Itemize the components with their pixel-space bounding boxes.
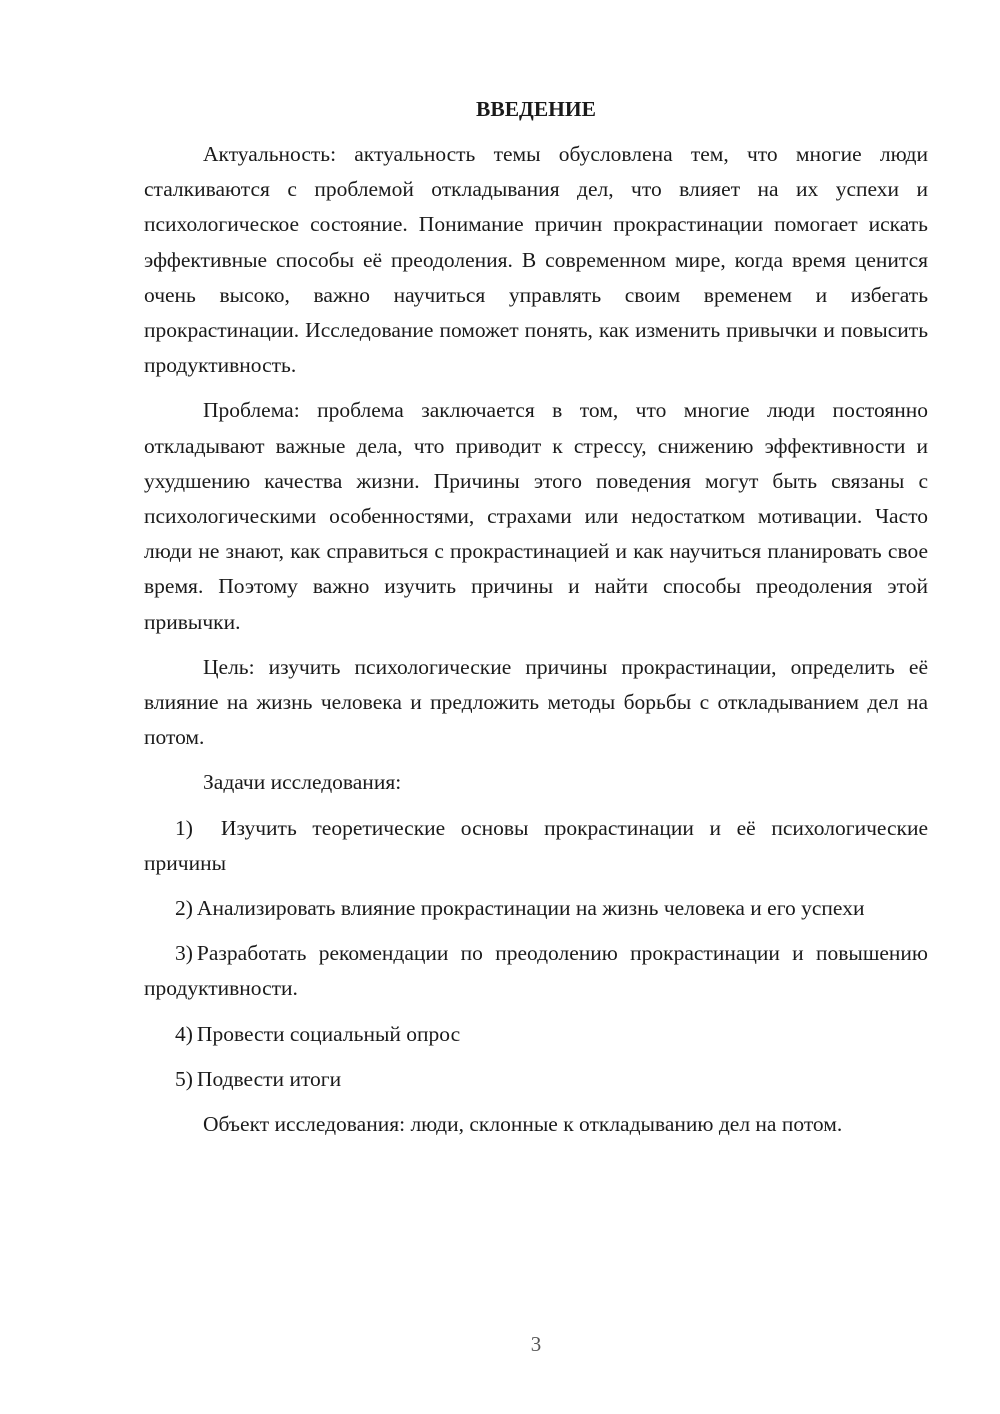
- object-paragraph: Объект исследования: люди, склонные к откладыванию дел на потом.: [203, 1112, 843, 1137]
- task-list: [144, 811, 928, 1097]
- goal-paragraph: Цель: изучить психологические причины прокрастинации, определить её влияние на жизнь человека и предложить методы борьбы с откладыванием дел на потом.: [144, 654, 928, 750]
- task-text: Подвести итоги: [196, 1066, 342, 1091]
- task-number: 3): [175, 941, 193, 966]
- task-item: [144, 811, 928, 881]
- page-number: 3: [530, 1332, 542, 1356]
- task-number: 4): [175, 1021, 193, 1046]
- task-text: Анализировать влияние прокрастинации на жизнь человека и его успехи: [196, 896, 865, 921]
- page-title: ВВЕДЕНИЕ: [476, 97, 596, 121]
- task-item: [144, 1062, 928, 1097]
- task-text: Провести социальный опрос: [196, 1021, 461, 1046]
- task-text: Изучить теоретические основы прокрастинации и её психологические причины: [144, 815, 928, 875]
- problem-paragraph: Проблема: проблема заключается в том, что многие люди постоянно откладывают важные дела, что приводит к стрессу, снижению эффективности и ухудшению качества жизни. Причины этого поведения могут быть связаны с психологическими особенностями, страхами или недостатком мотивации. Часто люди не знают, как справиться с прокрастинацией и как научиться планировать свое время. Поэтому важно изучить причины и найти способы преодоления этой привычки.: [144, 398, 928, 634]
- tasks-heading: Задачи исследования:: [203, 770, 402, 795]
- task-number: 1): [175, 815, 193, 840]
- relevance-paragraph: Актуальность: актуальность темы обусловлена тем, что многие люди сталкиваются с проблемой откладывания дел, что влияет на их успехи и психологическое состояние. Понимание причин прокрастинации помогает искать эффективные способы её преодоления. В современном мире, когда время ценится очень высоко, важно научиться управлять своим временем и избегать прокрастинации. Исследование поможет понять, как изменить привычки и повысить продуктивность.: [144, 142, 928, 378]
- task-number: 5): [175, 1066, 193, 1091]
- task-item: [144, 1017, 928, 1052]
- task-item: [144, 936, 928, 1006]
- document-page: [144, 92, 928, 1152]
- task-number: 2): [175, 896, 193, 921]
- task-text: Разработать рекомендации по преодолению прокрастинации и повышению продуктивности.: [144, 941, 928, 1001]
- task-item: [144, 891, 928, 926]
